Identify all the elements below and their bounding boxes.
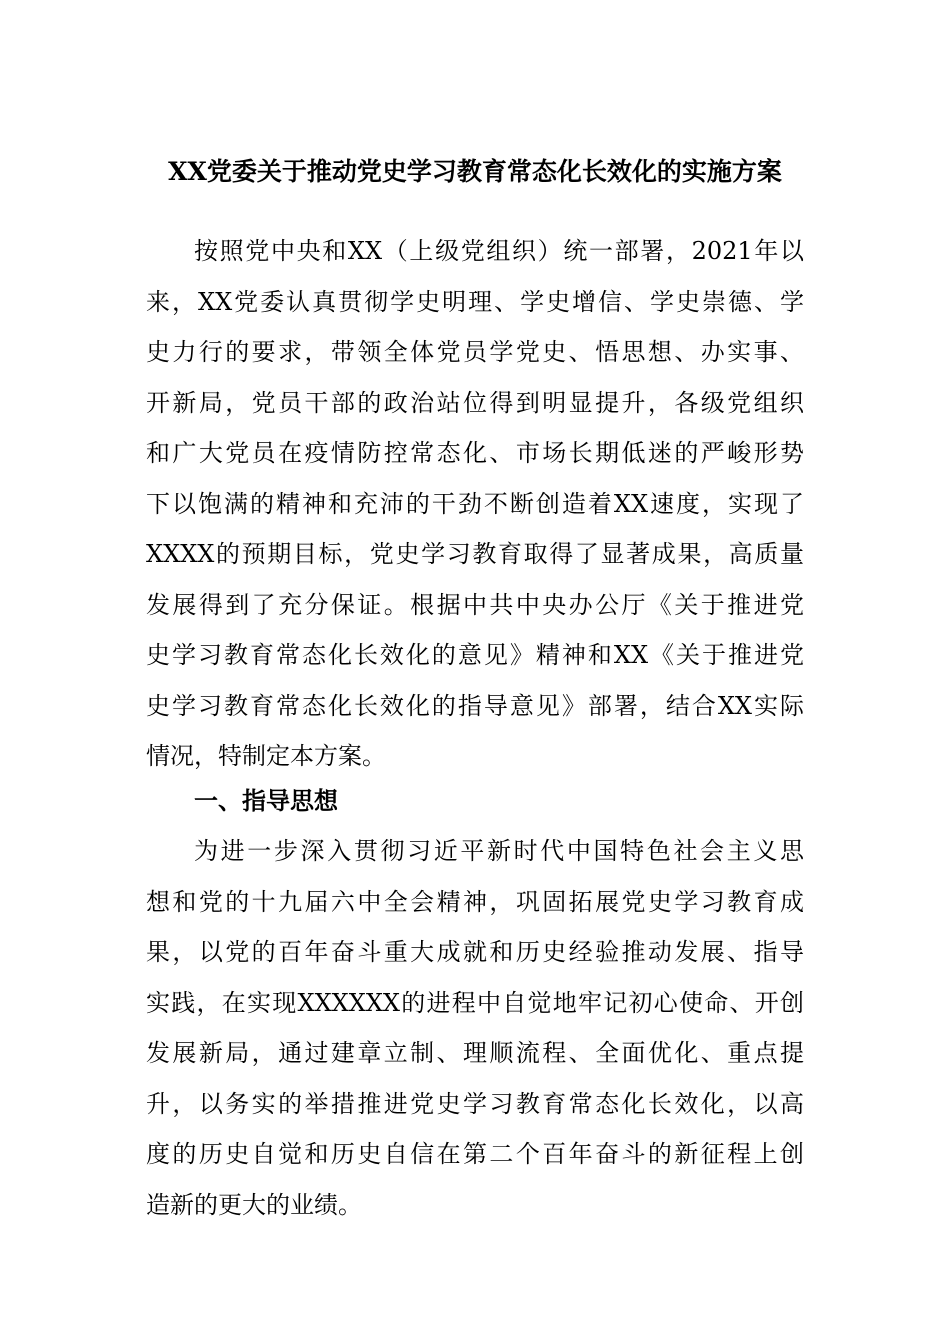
guiding-thought-paragraph — [146, 826, 804, 1230]
paragraph-line: 来，XX党委认真贯彻学史明理、学史增信、学史崇德、学 — [146, 287, 804, 316]
paragraph-line: 果，以党的百年奋斗重大成就和历史经验推动发展、指导 — [146, 938, 804, 966]
document-title: XX党委关于推动党史学习教育常态化长效化的实施方案 — [168, 157, 782, 186]
intro-paragraph — [146, 226, 804, 782]
paragraph-line: 史学习教育常态化长效化的意见》精神和XX《关于推进党 — [146, 641, 804, 669]
paragraph-line: 下以饱满的精神和充沛的干劲不断创造着XX速度，实现了 — [146, 489, 804, 518]
paragraph-line: 发展新局，通过建章立制、理顺流程、全面优化、重点提 — [146, 1039, 804, 1067]
paragraph-line: 发展得到了充分保证。根据中共中央办公厅《关于推进党 — [146, 590, 804, 619]
paragraph-line: 按照党中央和XX（上级党组织）统一部署，2021年以 — [194, 237, 804, 265]
paragraph-line: 史力行的要求，带领全体党员学党史、悟思想、办实事、 — [146, 338, 804, 366]
paragraph-line: 史学习教育常态化长效化的指导意见》部署，结合XX实际 — [146, 691, 804, 720]
paragraph-line: 实践，在实现XXXXXX的进程中自觉地牢记初心使命、开创 — [146, 988, 804, 1017]
section-heading: 一、指导思想 — [194, 787, 338, 815]
paragraph-line: 想和党的十九届六中全会精神，巩固拓展党史学习教育成 — [146, 887, 804, 916]
paragraph-line: 升，以务实的举措推进党史学习教育常态化长效化，以高 — [146, 1089, 804, 1118]
paragraph-line: 度的历史自觉和历史自信在第二个百年奋斗的新征程上创 — [146, 1140, 804, 1168]
paragraph-line: 造新的更大的业绩。 — [146, 1190, 362, 1219]
paragraph-line: 和广大党员在疫情防控常态化、市场长期低迷的严峻形势 — [146, 439, 804, 467]
paragraph-line: 为进一步深入贯彻习近平新时代中国特色社会主义思 — [194, 837, 804, 865]
paragraph-line: XXXX的预期目标，党史学习教育取得了显著成果，高质量 — [146, 540, 804, 568]
paragraph-line: 开新局，党员干部的政治站位得到明显提升，各级党组织 — [146, 388, 804, 417]
paragraph-line: 情况，特制定本方案。 — [146, 742, 386, 770]
